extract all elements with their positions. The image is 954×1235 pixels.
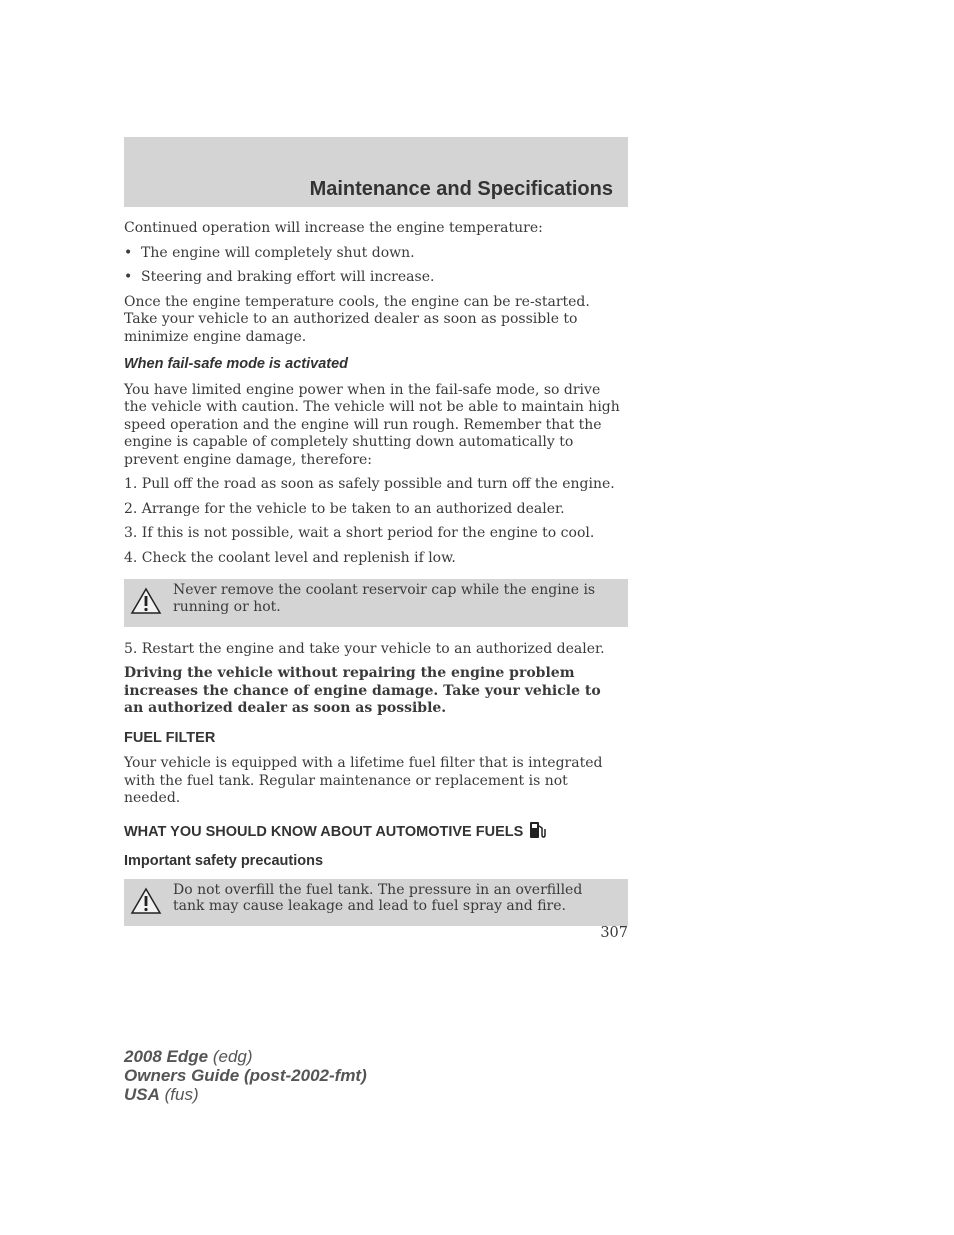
safety-heading: Important safety precautions [124, 853, 324, 869]
intro-paragraph: Continued operation will increase the engine temperature: [124, 220, 543, 236]
fuel-filter-heading: FUEL FILTER [124, 729, 216, 746]
document-footer [124, 1047, 367, 1104]
step-item: 1. Pull off the road as soon as safely possible and turn off the engine. [124, 476, 615, 492]
step-item: 5. Restart the engine and take your vehicle to an authorized dealer. [124, 640, 605, 657]
warning-triangle-icon [130, 882, 173, 920]
bullet-item [124, 269, 624, 287]
bullet-dot: • [124, 269, 133, 285]
footer-region: USA [124, 1085, 160, 1104]
footer-region-code: (fus) [164, 1085, 199, 1104]
warning-box-fuel [124, 879, 628, 927]
footer-line-guide [124, 1066, 367, 1085]
footer-guide: Owners Guide (post-2002-fmt) [124, 1066, 367, 1085]
bullet-text: Steering and braking effort will increase. [141, 269, 435, 285]
bullet-text: The engine will completely shut down. [141, 244, 415, 261]
footer-line-model [124, 1047, 367, 1066]
fuel-filter-paragraph: Your vehicle is equipped with a lifetime fuel filter that is integrated with the fuel tank. Regular maintenance or replacement is not needed. [124, 755, 603, 806]
step-item: 3. If this is not possible, wait a short period for the engine to cool. [124, 525, 595, 541]
footer-line-region [124, 1085, 367, 1104]
step-item: 2. Arrange for the vehicle to be taken to an authorized dealer. [124, 500, 565, 517]
fuel-pump-icon [527, 820, 547, 846]
footer-model-code: (edg) [212, 1047, 253, 1066]
fuels-heading-text: WHAT YOU SHOULD KNOW ABOUT AUTOMOTIVE FUELS [124, 823, 524, 840]
step-item: 4. Check the coolant level and replenish if low. [124, 549, 456, 566]
footer-model: 2008 Edge [124, 1047, 209, 1066]
failsafe-heading: When fail-safe mode is activated [124, 356, 349, 372]
section-title: Maintenance and Specifications [309, 178, 613, 200]
page-number: 307 [600, 925, 628, 941]
section-header-band [124, 137, 628, 207]
warning-text: Never remove the coolant reservoir cap while the engine is running or hot. [173, 582, 596, 615]
bullet-dot: • [124, 244, 133, 261]
warning-box-coolant [124, 579, 628, 627]
bold-note: Driving the vehicle without repairing the engine problem increases the chance of engine damage. Take your vehicle to an authorized dealer as soon as possible. [124, 665, 601, 716]
failsafe-paragraph: You have limited engine power when in the fail-safe mode, so drive the vehicle with caution. The vehicle will not be able to maintain high speed operation and the engine will run rough. Remember that the engine is capable of completely shutting down automatically to prevent engine damage, therefore: [124, 381, 620, 468]
warning-triangle-icon [130, 582, 173, 620]
page-content [124, 220, 624, 940]
restart-paragraph: Once the engine temperature cools, the engine can be re-started. Take your vehicle to an authorized dealer as soon as possible to minimize engine damage. [124, 293, 590, 345]
fuels-heading [124, 820, 624, 846]
bullet-item [124, 245, 624, 263]
warning-text: Do not overfill the fuel tank. The pressure in an overfilled tank may cause leakage and lead to fuel spray and fire. [173, 881, 583, 914]
